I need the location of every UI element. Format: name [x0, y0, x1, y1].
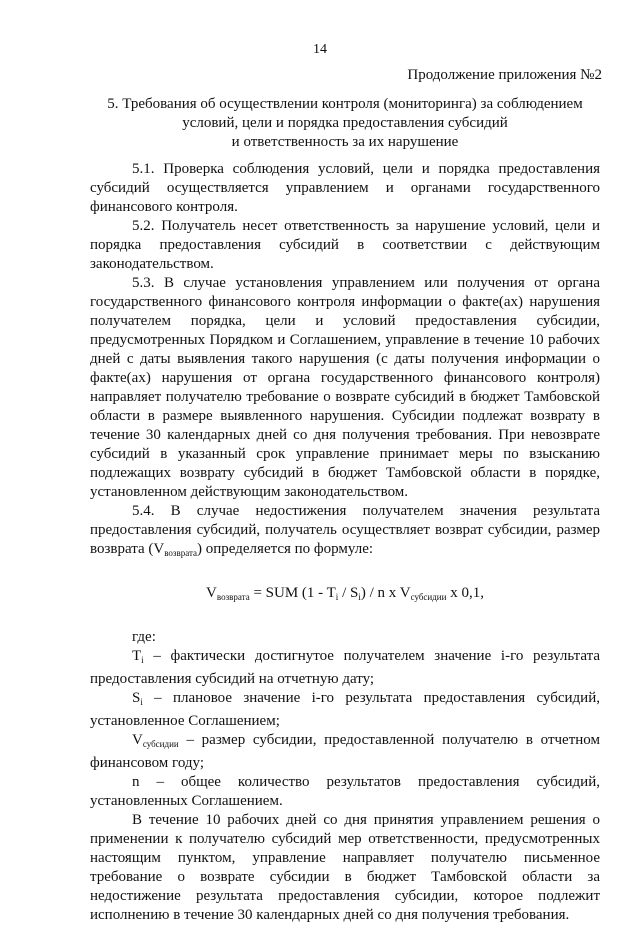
section-title-line: и ответственность за их нарушение — [231, 134, 459, 150]
where-label: где: — [132, 629, 156, 645]
definition-ti-subscript: i — [141, 655, 144, 665]
definition-si-subscript: i — [140, 697, 143, 707]
appendix-continuation-note: Продолжение приложения №2 — [407, 67, 602, 83]
paragraph-5-4-end: ) определяется по формуле: — [197, 541, 374, 557]
definition-vs — [90, 731, 600, 773]
section-title — [90, 95, 600, 152]
definition-si — [90, 689, 600, 731]
paragraph-5-4-text: 5.4. В случае недостижения получателем значения результата предоставления субсидий, получатель осуществляет возврат субсидии, размер возврата (V — [90, 503, 600, 557]
paragraph-5-3: 5.3. В случае установления управлением или получения от органа государственного финансового контроля информации о факте(ах) нарушения получателем порядка, цели и условий предоставления субсидии, предусмотренных Порядком и Соглашением, управление в течение 10 рабочих дней с даты выявления такого нарушения (с даты получения информации о факте(ах) нарушения от органа государственного финансового контроля) направляет получателю требование о возврате субсидий в бюджет Тамбовской области в размере выявленного нарушения. Субсидии подлежат возврату в течение 30 календарных дней со дня получения требования. При невозврате субсидий в указанный срок управление принимает меры по взысканию подлежащих возврату субсидий в бюджет Тамбовской области в порядке, установленном действующим законодательством. — [90, 275, 600, 500]
paragraph-5-2: 5.2. Получатель несет ответственность за нарушение условий, цели и порядка предоставления субсидий в соответствии с действующим законодательством. — [90, 218, 600, 272]
document-body — [90, 160, 600, 925]
formula-middle: = SUM (1 - T — [249, 585, 336, 601]
formula-v: V — [206, 585, 217, 601]
formula-end: x 0,1, — [446, 585, 484, 601]
formula-after: ) / n x V — [360, 585, 411, 601]
formula-s-subscript: i — [358, 592, 361, 602]
formula-vs-subscript: субсидии — [410, 592, 447, 602]
definition-n: n – общее количество результатов предоставления субсидий, установленных Соглашением. — [90, 774, 600, 809]
paragraph-5-4-subscript: возврата — [164, 548, 198, 558]
paragraph-5-1: 5.1. Проверка соблюдения условий, цели и порядка предоставления субсидий осуществляется управлением и органами государственного финансового контроля. — [90, 161, 600, 215]
formula-slash: / S — [338, 585, 359, 601]
formula-t-subscript: i — [335, 592, 339, 602]
paragraph-5-4 — [90, 502, 600, 563]
return-formula — [90, 584, 600, 607]
formula-v-subscript: возврата — [216, 592, 250, 602]
definition-si-symbol: S — [132, 690, 141, 706]
page-number: 14 — [313, 42, 327, 57]
section-title-line: 5. Требования об осуществлении контроля (мониторинга) за соблюдением — [107, 96, 583, 112]
definition-vs-text: – размер субсидии, предоставленной получателю в отчетном финансовом году; — [90, 732, 600, 771]
definition-vs-symbol: V — [132, 732, 143, 748]
section-title-line: условий, цели и порядка предоставления субсидий — [182, 115, 508, 131]
definition-ti — [90, 647, 600, 689]
definition-ti-symbol: T — [132, 648, 142, 664]
final-paragraph: В течение 10 рабочих дней со дня принятия управлением решения о применении к получателю субсидий мер ответственности, предусмотренных настоящим пунктом, управление направляет получателю письменное требование о возврате субсидии в бюджет Тамбовской области за недостижение результата предоставления субсидии, которое подлежит исполнению в течение 30 календарных дней со дня получения требования. — [90, 812, 600, 923]
definition-ti-text: – фактически достигнутое получателем значение i-го результата предоставления субсидий на отчетную дату; — [90, 648, 600, 687]
definition-vs-subscript: субсидии — [142, 739, 179, 749]
definition-si-text: – плановое значение i-го результата предоставления субсидий, установленное Соглашением; — [90, 690, 600, 729]
